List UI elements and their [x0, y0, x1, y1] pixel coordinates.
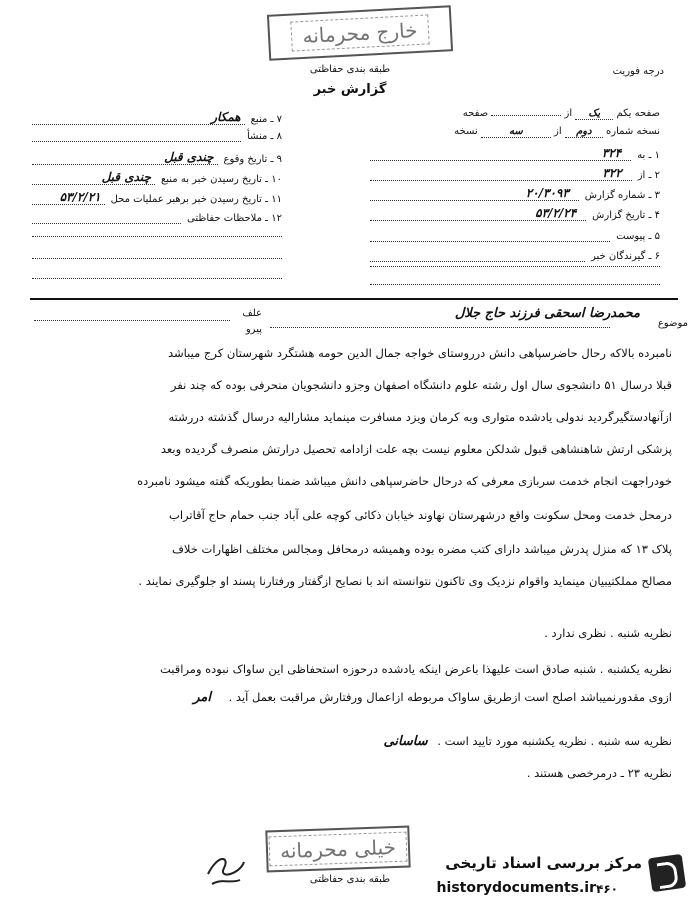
subject-side-label-2: پیرو	[245, 324, 262, 335]
watermark-url: historydocuments.ir	[436, 880, 596, 896]
left-field-row	[32, 210, 282, 224]
stamp-top-text: خارج محرمانه	[291, 14, 430, 51]
left-field-value: چندی قبل	[32, 150, 218, 165]
left-field-label: ۱۲ ـ ملاحظات حفاظتی	[187, 213, 282, 224]
right-field-label: ۲ ـ از	[637, 170, 660, 181]
left-field-label: ۷ ـ منبع	[250, 114, 282, 125]
right-field-row	[370, 228, 660, 242]
left-field-value	[32, 210, 181, 224]
left-field-row	[32, 128, 282, 142]
priority-label: درجه فوریت	[612, 66, 664, 77]
right-field-value	[370, 228, 610, 242]
blank-dotted-line	[370, 266, 660, 267]
blank-dotted-line	[32, 278, 282, 279]
document-title: گزارش خبر	[313, 82, 387, 97]
blank-dotted-line	[370, 284, 660, 285]
left-field-value: ۵۳/۲/۲۱	[32, 190, 105, 205]
left-field-label: ۹ ـ تاریخ وقوع	[223, 154, 282, 165]
right-field-row	[370, 186, 660, 201]
left-field-label: ۸ ـ منشأ	[246, 131, 282, 142]
body-line: پلاک ۱۳ که منزل پدرش میباشد دارای کتب مضره بوده وهمیشه درمحافل ومجالس مختلف اظهارات خلاف	[171, 542, 672, 556]
copy-line: نسخه شماره دوم از سه نسخه	[454, 126, 660, 137]
right-field-value: ۲۰/۳۰۹۳	[370, 186, 579, 201]
right-field-label: ۱ ـ به	[637, 150, 660, 161]
subject-label: موضوع	[657, 318, 688, 329]
note-sunday-1: نظریه یکشنبه . شنبه صادق است علیهذا باعرض اینکه یادشده درحوزه استحفاظی این ساواک نبوده ومراقبت	[159, 662, 672, 676]
body-line: قبلا درسال ۵۱ دانشجوی سال اول رشته علوم دانشگاه اصفهان وجزو دانشجویان منحرفی بوده که چند نفر	[170, 378, 672, 392]
left-field-value: همکار	[32, 110, 245, 125]
left-field-label: ۱۱ ـ تاریخ رسیدن خبر برهبر عملیات محل	[110, 194, 282, 205]
body-line: نامبرده بالاکه رحال حاضرسپاهی دانش درروستای خواجه جمال الدین حومه هشتگرد شهرستان کرج میباشد	[168, 346, 672, 360]
subject-underline	[270, 327, 610, 328]
note-tuesday-hand: ساسانی	[383, 734, 428, 749]
note-23: نظریه ۲۳ ـ درمرخصی هستند .	[526, 766, 672, 780]
subject-side-line	[34, 320, 230, 321]
note-sunday-hand: امر	[193, 690, 211, 705]
note-sunday-2: ازوی مقدورنمیباشد اصلح است ازطریق ساواک مربوطه ازاعمال ورفتارش مراقبت بعمل آید . امر	[193, 690, 672, 705]
classification-stamp-top	[267, 5, 453, 61]
watermark-title: مرکز بررسی اسناد تاریخی	[445, 854, 642, 872]
right-field-value: ۳۲۴	[370, 146, 631, 161]
archive-logo-icon	[648, 854, 686, 892]
classification-label-bottom: طبقه بندی حفاظتی	[309, 874, 391, 885]
right-field-label: ۵ ـ پیوست	[616, 231, 660, 242]
right-field-row	[370, 166, 660, 181]
body-line: خودراجهت انجام خدمت سربازی معرفی که درحال حاضرسپاهی دانش میباشد ضمنا بطوریکه گفته میشود نامبرده	[137, 474, 672, 488]
note-tuesday: نظریه سه شنبه . نظریه یکشنبه مورد تایید است . ساسانی	[383, 734, 672, 749]
left-field-label: ۱۰ ـ تاریخ رسیدن خبر به منبع	[160, 174, 282, 185]
subject-side-label: علف	[242, 308, 262, 319]
left-field-row	[32, 110, 282, 125]
right-field-row	[370, 146, 660, 161]
blank-dotted-line	[32, 236, 282, 237]
left-field-row	[32, 190, 282, 205]
classification-stamp-bottom	[265, 826, 410, 873]
body-line: ازآنهادستگیرگردید ندولی یادشده متواری وبه کرمان ویزد مسافرت مینماید مشارالیه درسال گذشته دررشته	[168, 410, 672, 424]
subject-value: محمدرضا اسحقی فرزند حاج جلال	[454, 306, 640, 321]
right-field-label: ۶ ـ گیرندگان خبر	[590, 251, 660, 262]
note-saturday: نظریه شنبه . نظری ندارد .	[544, 626, 672, 640]
right-field-row	[370, 248, 660, 262]
left-field-value: چندی قبل	[32, 170, 155, 185]
right-field-value: ۳۲۲	[370, 166, 632, 181]
right-field-value: ۵۳/۲/۲۴	[370, 206, 586, 221]
classification-label-top: طبقه بندی حفاظتی	[309, 64, 391, 75]
left-field-row	[32, 150, 282, 165]
body-line: درمحل خدمت ومحل سکونت واقع درشهرستان نهاوند خیابان ذکائی کوچه علی آباد جنب حمام حاج آقاتراب	[169, 508, 672, 522]
body-line: مصالح مملکتیبیان مینماید واقوام نزدیک وی تاکنون نتوانسته اند با نصایح ازگفتار ورفتارنا پسند او جلوگیری نمایند .	[138, 574, 672, 588]
right-field-row	[370, 206, 660, 221]
body-line: پزشکی ارتش شاهنشاهی قبول شدلکن معلوم نیست بچه علت ازادامه تحصیل درارتش منصرف گردیده وبعد	[160, 442, 672, 456]
left-field-row	[32, 170, 282, 185]
header-separator	[30, 298, 678, 300]
page-line: صفحه یکم یک از صفحه	[462, 108, 660, 119]
left-field-value	[32, 128, 241, 142]
signature-mark	[200, 844, 250, 894]
right-field-label: ۴ ـ تاریخ گزارش	[592, 210, 660, 221]
stamp-bottom-text: خیلی محرمانه	[269, 832, 408, 867]
blank-dotted-line	[32, 258, 282, 259]
right-field-label: ۳ ـ شماره گزارش	[584, 190, 660, 201]
page-code: ۴۶۰	[596, 882, 618, 896]
right-field-value	[370, 248, 585, 262]
